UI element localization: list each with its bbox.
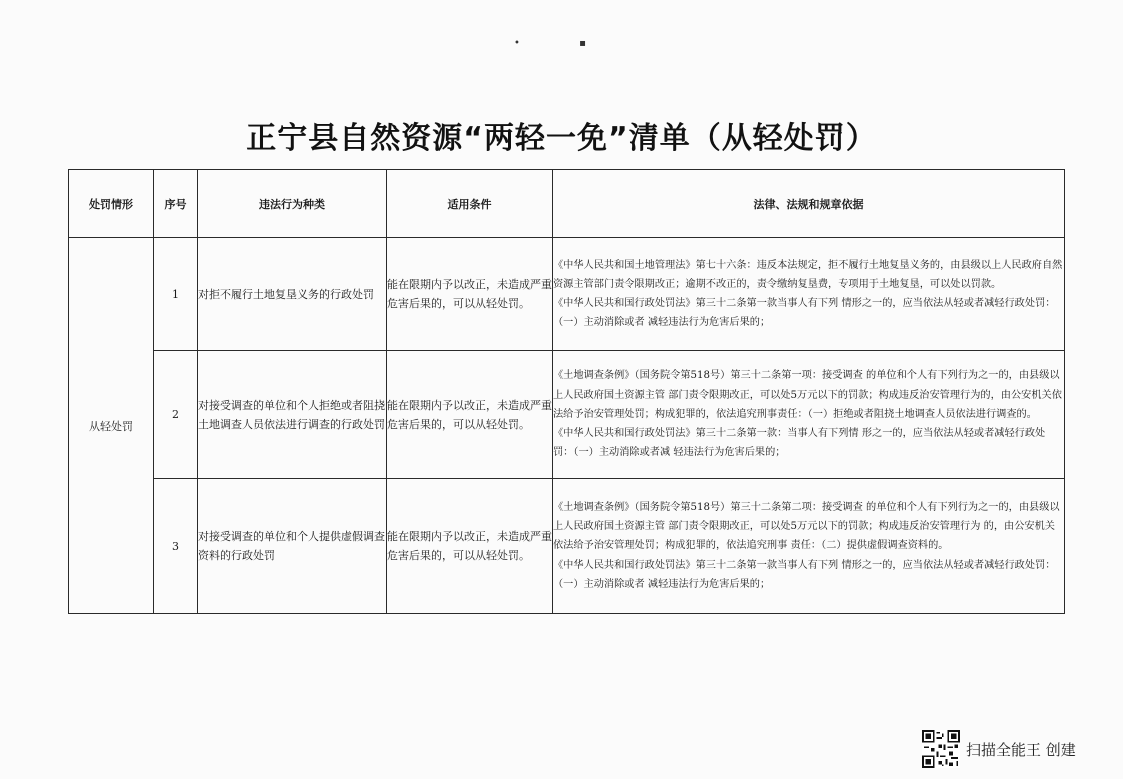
- scanner-watermark: [922, 730, 1076, 768]
- violation-type-cell: 对接受调查的单位和个人拒绝或者阻挠土地调查人员依法进行调查的行政处罚: [198, 351, 387, 479]
- header-legal-basis: 法律、法规和规章依据: [553, 170, 1065, 238]
- table-header-row: [69, 170, 1065, 238]
- serial-no-cell: 3: [154, 479, 198, 614]
- table-row: [69, 479, 1065, 614]
- serial-no-cell: 2: [154, 351, 198, 479]
- legal-basis-paragraph: 《中华人民共和国行政处罚法》第三十二条第一款当事人有下列 情形之一的，应当依法从轻或者减轻行政处罚：（一）主动消除或者 减轻违法行为危害后果的；: [553, 559, 1056, 590]
- condition-cell: 能在限期内予以改正，未造成严重危害后果的，可以从轻处罚。: [387, 479, 553, 614]
- header-serial-no: 序号: [154, 170, 198, 238]
- header-violation-type: 违法行为种类: [198, 170, 387, 238]
- legal-basis-cell: [553, 238, 1065, 351]
- condition-cell: 能在限期内予以改正，未造成严重危害后果的，可以从轻处罚。: [387, 238, 553, 351]
- qr-code-icon: [922, 730, 960, 768]
- watermark-text: 扫描全能王 创建: [966, 740, 1076, 759]
- header-penalty-type: 处罚情形: [69, 170, 154, 238]
- serial-no-cell: 1: [154, 238, 198, 351]
- scan-marks: • ▪: [514, 38, 614, 49]
- legal-basis-cell: [553, 351, 1065, 479]
- category-cell: 从轻处罚: [69, 238, 154, 614]
- page-title: 正宁县自然资源“两轻一免”清单（从轻处罚）: [246, 121, 877, 156]
- legal-basis-paragraph: 《中华人民共和国行政处罚法》第三十二条第一款当事人有下列 情形之一的，应当依法从轻或者减轻行政处罚：（一）主动消除或者 减轻违法行为危害后果的；: [553, 298, 1056, 329]
- legal-basis-paragraph: 《土地调查条例》（国务院令第518号）第三十二条第一项：接受调查 的单位和个人有下列行为之一的，由县级以上人民政府国土资源主管 部门责令限期改正，可以处5万元以下的罚款；构成违反治安管理行为的，由公安机关依法给予治安管理处罚；构成犯罪的，依法追究刑事责任：（一）拒绝或者阻挠土地调查人员依法进行调查的。: [553, 370, 1062, 420]
- violation-type-cell: 对接受调查的单位和个人提供虚假调查资料的行政处罚: [198, 479, 387, 614]
- legal-basis-cell: [553, 479, 1065, 614]
- penalty-list-table: [68, 169, 1065, 614]
- legal-basis-paragraph: 《中华人民共和国土地管理法》第七十六条：违反本法规定，拒不履行土地复垦义务的，由县级以上人民政府自然资源主管部门责令限期改正；逾期不改正的，责令缴纳复垦费，专项用于土地复垦，可以处以罚款。: [553, 259, 1063, 290]
- header-condition: 适用条件: [387, 170, 553, 238]
- legal-basis-paragraph: 《中华人民共和国行政处罚法》第三十二条第一款：当事人有下列情 形之一的，应当依法从轻或者减轻行政处罚：（一）主动消除或者减 轻违法行为危害后果的；: [553, 428, 1046, 459]
- legal-basis-paragraph: 《土地调查条例》（国务院令第518号）第三十二条第二项：接受调查 的单位和个人有下列行为之一的，由县级以上人民政府国土资源主管 部门责令限期改正，可以处5万元以下的罚款；构成违反治安管理行为 的，由公安机关依法给予治安管理处罚；构成犯罪的，依法追究刑事 责任：（二）提供虚假调查资料的。: [553, 501, 1060, 552]
- condition-cell: 能在限期内予以改正，未造成严重危害后果的，可以从轻处罚。: [387, 351, 553, 479]
- violation-type-cell: 对拒不履行土地复垦义务的行政处罚: [198, 238, 387, 351]
- table-row: [69, 238, 1065, 351]
- table-row: [69, 351, 1065, 479]
